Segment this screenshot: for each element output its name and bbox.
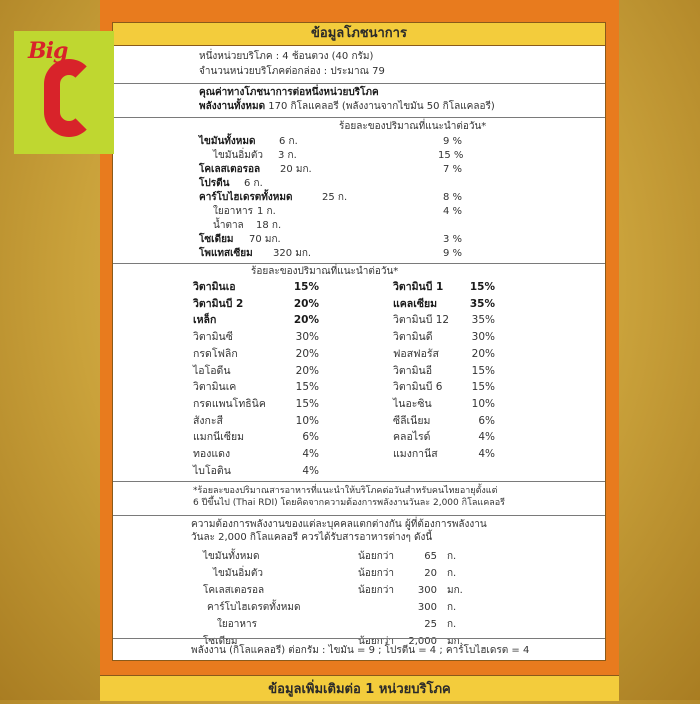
vitamin-name: ไนอะซิน — [393, 397, 432, 410]
needs-value: 20 — [424, 568, 437, 579]
serving-size: หนึ่งหน่วยบริโภค : 4 ช้อนตวง (40 กรัม) — [199, 51, 374, 62]
nutrient-name: ใยอาหาร — [213, 206, 253, 217]
needs-unit: ก. — [447, 619, 457, 630]
nutrient-amount: 25 ก. — [322, 192, 348, 203]
vitamin-percent: 20% — [471, 347, 495, 360]
divider-5 — [113, 515, 605, 516]
energy-title: คุณค่าทางโภชนาการต่อหนึ่งหน่วยบริโภค — [199, 87, 379, 98]
vitamin-percent: 4% — [302, 464, 319, 477]
needs-value: 65 — [424, 551, 437, 562]
needs-unit: ก. — [447, 568, 457, 579]
needs-value: 300 — [417, 602, 437, 613]
vitamins-header: ร้อยละของปริมาณที่แนะนำต่อวัน* — [251, 266, 399, 277]
divider-4 — [113, 481, 605, 482]
vitamin-name: คลอไรด์ — [393, 431, 431, 444]
needs-qualifier: น้อยกว่า — [358, 551, 394, 562]
energy-total-value: 170 กิโลแคลอรี (พลังงานจากไขมัน 50 กิโลแคลอรี) — [268, 101, 495, 112]
vitamin-name: แมกนีเซียม — [193, 431, 245, 444]
vitamin-name: วิตามินเค — [193, 381, 237, 394]
vitamin-name: วิตามินบี 2 — [193, 297, 244, 310]
vitamin-name: ทองแดง — [193, 448, 231, 460]
nutrient-name: น้ำตาล — [213, 220, 244, 231]
needs-name: ใยอาหาร — [217, 619, 257, 630]
vitamin-name: วิตามินบี 6 — [393, 381, 443, 394]
divider-6 — [113, 638, 605, 639]
needs-qualifier: น้อยกว่า — [358, 568, 394, 579]
vitamin-percent: 20% — [295, 347, 319, 360]
energy-row — [199, 101, 495, 113]
divider-1 — [113, 83, 605, 84]
needs-value: 2,000 — [408, 636, 437, 647]
nutrient-name: โปรตีน — [199, 178, 230, 189]
vitamin-percent: 30% — [471, 331, 495, 344]
vitamin-percent: 6% — [302, 431, 319, 444]
needs-unit: มก. — [447, 636, 463, 647]
vitamin-percent: 4% — [478, 448, 495, 460]
vitamin-percent: 20% — [293, 297, 319, 310]
vitamin-percent: 20% — [293, 314, 319, 327]
vitamin-name: แมงกานีส — [393, 448, 438, 460]
divider-2 — [113, 117, 605, 118]
nutrient-amount: 18 ก. — [256, 220, 282, 231]
energy-factors: พลังงาน (กิโลแคลอรี) ต่อกรัม : ไขมัน = 9 ; โปรตีน = 4 ; คาร์โบไฮเดรต = 4 — [191, 645, 530, 656]
additional-info-title: ข้อมูลเพิ่มเติมต่อ 1 หน่วยบริโภค — [100, 675, 619, 701]
nutrient-name: คาร์โบไฮเดรตทั้งหมด — [199, 192, 293, 203]
vitamin-name: วิตามินบี 12 — [393, 314, 450, 327]
needs-line-2: วันละ 2,000 กิโลแคลอรี ควรได้รับสารอาหารต่างๆ ดังนี้ — [191, 532, 433, 543]
needs-name: โซเดียม — [203, 636, 238, 647]
nutrient-amount: 20 มก. — [280, 164, 312, 175]
nutrient-percent: 7 % — [443, 164, 463, 175]
vitamin-name: วิตามินเอ — [193, 281, 236, 293]
needs-value: 25 — [424, 619, 437, 630]
vitamin-percent: 15% — [295, 381, 319, 394]
needs-unit: มก. — [447, 585, 463, 596]
needs-unit: ก. — [447, 602, 457, 613]
vitamin-percent: 20% — [295, 364, 319, 377]
nutrient-name: โคเลสเตอรอล — [199, 164, 261, 175]
nutrient-percent: 15 % — [438, 150, 464, 161]
needs-line-1: ความต้องการพลังงานของแต่ละบุคคลแตกต่างกัน ผู้ที่ต้องการพลังงาน — [191, 519, 487, 530]
vitamin-name: วิตามินซี — [193, 331, 233, 344]
vitamin-percent: 30% — [295, 331, 319, 344]
vitamin-name: ไอโอดีน — [193, 364, 231, 377]
nutrition-title: ข้อมูลโภชนาการ — [113, 23, 605, 46]
nutrient-amount: 320 มก. — [273, 248, 312, 259]
needs-qualifier: น้อยกว่า — [358, 585, 394, 596]
vitamin-percent: 6% — [478, 414, 495, 427]
nutrient-percent: 9 % — [443, 248, 463, 259]
big-c-logo — [14, 31, 114, 154]
nutrient-amount: 1 ก. — [257, 206, 276, 217]
nutrient-name: โพแทสเซียม — [199, 248, 253, 259]
vitamin-name: กรดโฟลิก — [193, 347, 238, 360]
vitamin-name: วิตามินบี 1 — [393, 281, 444, 293]
nutrition-facts-card — [112, 22, 606, 661]
nutrient-name: โซเดียม — [199, 234, 234, 245]
nutrient-percent: 3 % — [443, 234, 463, 245]
nutrient-percent: 9 % — [443, 136, 463, 147]
needs-name: ไขมันทั้งหมด — [203, 551, 260, 562]
vitamin-percent: 15% — [471, 364, 495, 377]
vitamin-name: วิตามินอี — [393, 364, 433, 377]
needs-unit: ก. — [447, 551, 457, 562]
vitamin-name: กรดแพนโทธินิค — [193, 397, 266, 410]
vitamin-name: ซีลีเนียม — [393, 414, 431, 427]
vitamin-name: แคลเซียม — [393, 297, 438, 310]
needs-qualifier: น้อยกว่า — [358, 636, 394, 647]
nutrient-percent: 4 % — [443, 206, 463, 217]
nutrient-name: ไขมันทั้งหมด — [199, 136, 256, 147]
vitamin-percent: 35% — [471, 314, 495, 327]
vitamin-name: วิตามินดี — [393, 331, 433, 344]
energy-total-label: พลังงานทั้งหมด — [199, 101, 266, 112]
footnote-line-1: *ร้อยละของปริมาณสารอาหารที่แนะนำให้บริโภคต่อวันสำหรับคนไทยอายุตั้งแต่ — [193, 486, 498, 496]
nutrient-name: ไขมันอิ่มตัว — [213, 150, 263, 161]
vitamin-name: ฟอสฟอรัส — [393, 347, 439, 360]
divider-3 — [113, 263, 605, 264]
logo-big-text: Big — [28, 38, 68, 64]
vitamin-percent: 10% — [471, 397, 495, 410]
needs-name: คาร์โบไฮเดรตทั้งหมด — [207, 602, 301, 613]
vitamin-percent: 4% — [478, 431, 495, 444]
vitamin-percent: 35% — [469, 297, 495, 310]
vitamin-percent: 15% — [471, 381, 495, 394]
vitamin-name: สังกะสี — [193, 414, 223, 427]
logo-c-mark — [44, 59, 94, 137]
vitamin-name: ไบโอติน — [193, 464, 231, 477]
nutrient-amount: 6 ก. — [279, 136, 298, 147]
footnote-line-2: 6 ปีขึ้นไป (Thai RDI) โดยคิดจากความต้องการพลังงานวันละ 2,000 กิโลแคลอรี — [193, 498, 505, 508]
percent-header: ร้อยละของปริมาณที่แนะนำต่อวัน* — [339, 121, 487, 132]
vitamin-name: เหล็ก — [193, 314, 217, 327]
vitamin-percent: 15% — [469, 281, 495, 293]
vitamin-percent: 4% — [302, 448, 319, 460]
needs-name: โคเลสเตอรอล — [203, 585, 265, 596]
vitamin-percent: 15% — [293, 281, 319, 293]
nutrient-percent: 8 % — [443, 192, 463, 203]
needs-value: 300 — [417, 585, 437, 596]
vitamin-percent: 15% — [295, 397, 319, 410]
nutrient-amount: 6 ก. — [244, 178, 263, 189]
servings-per-box: จำนวนหน่วยบริโภคต่อกล่อง : ประมาณ 79 — [199, 66, 385, 77]
nutrient-amount: 70 มก. — [249, 234, 281, 245]
vitamin-percent: 10% — [295, 414, 319, 427]
nutrient-amount: 3 ก. — [278, 150, 297, 161]
needs-name: ไขมันอิ่มตัว — [213, 568, 263, 579]
